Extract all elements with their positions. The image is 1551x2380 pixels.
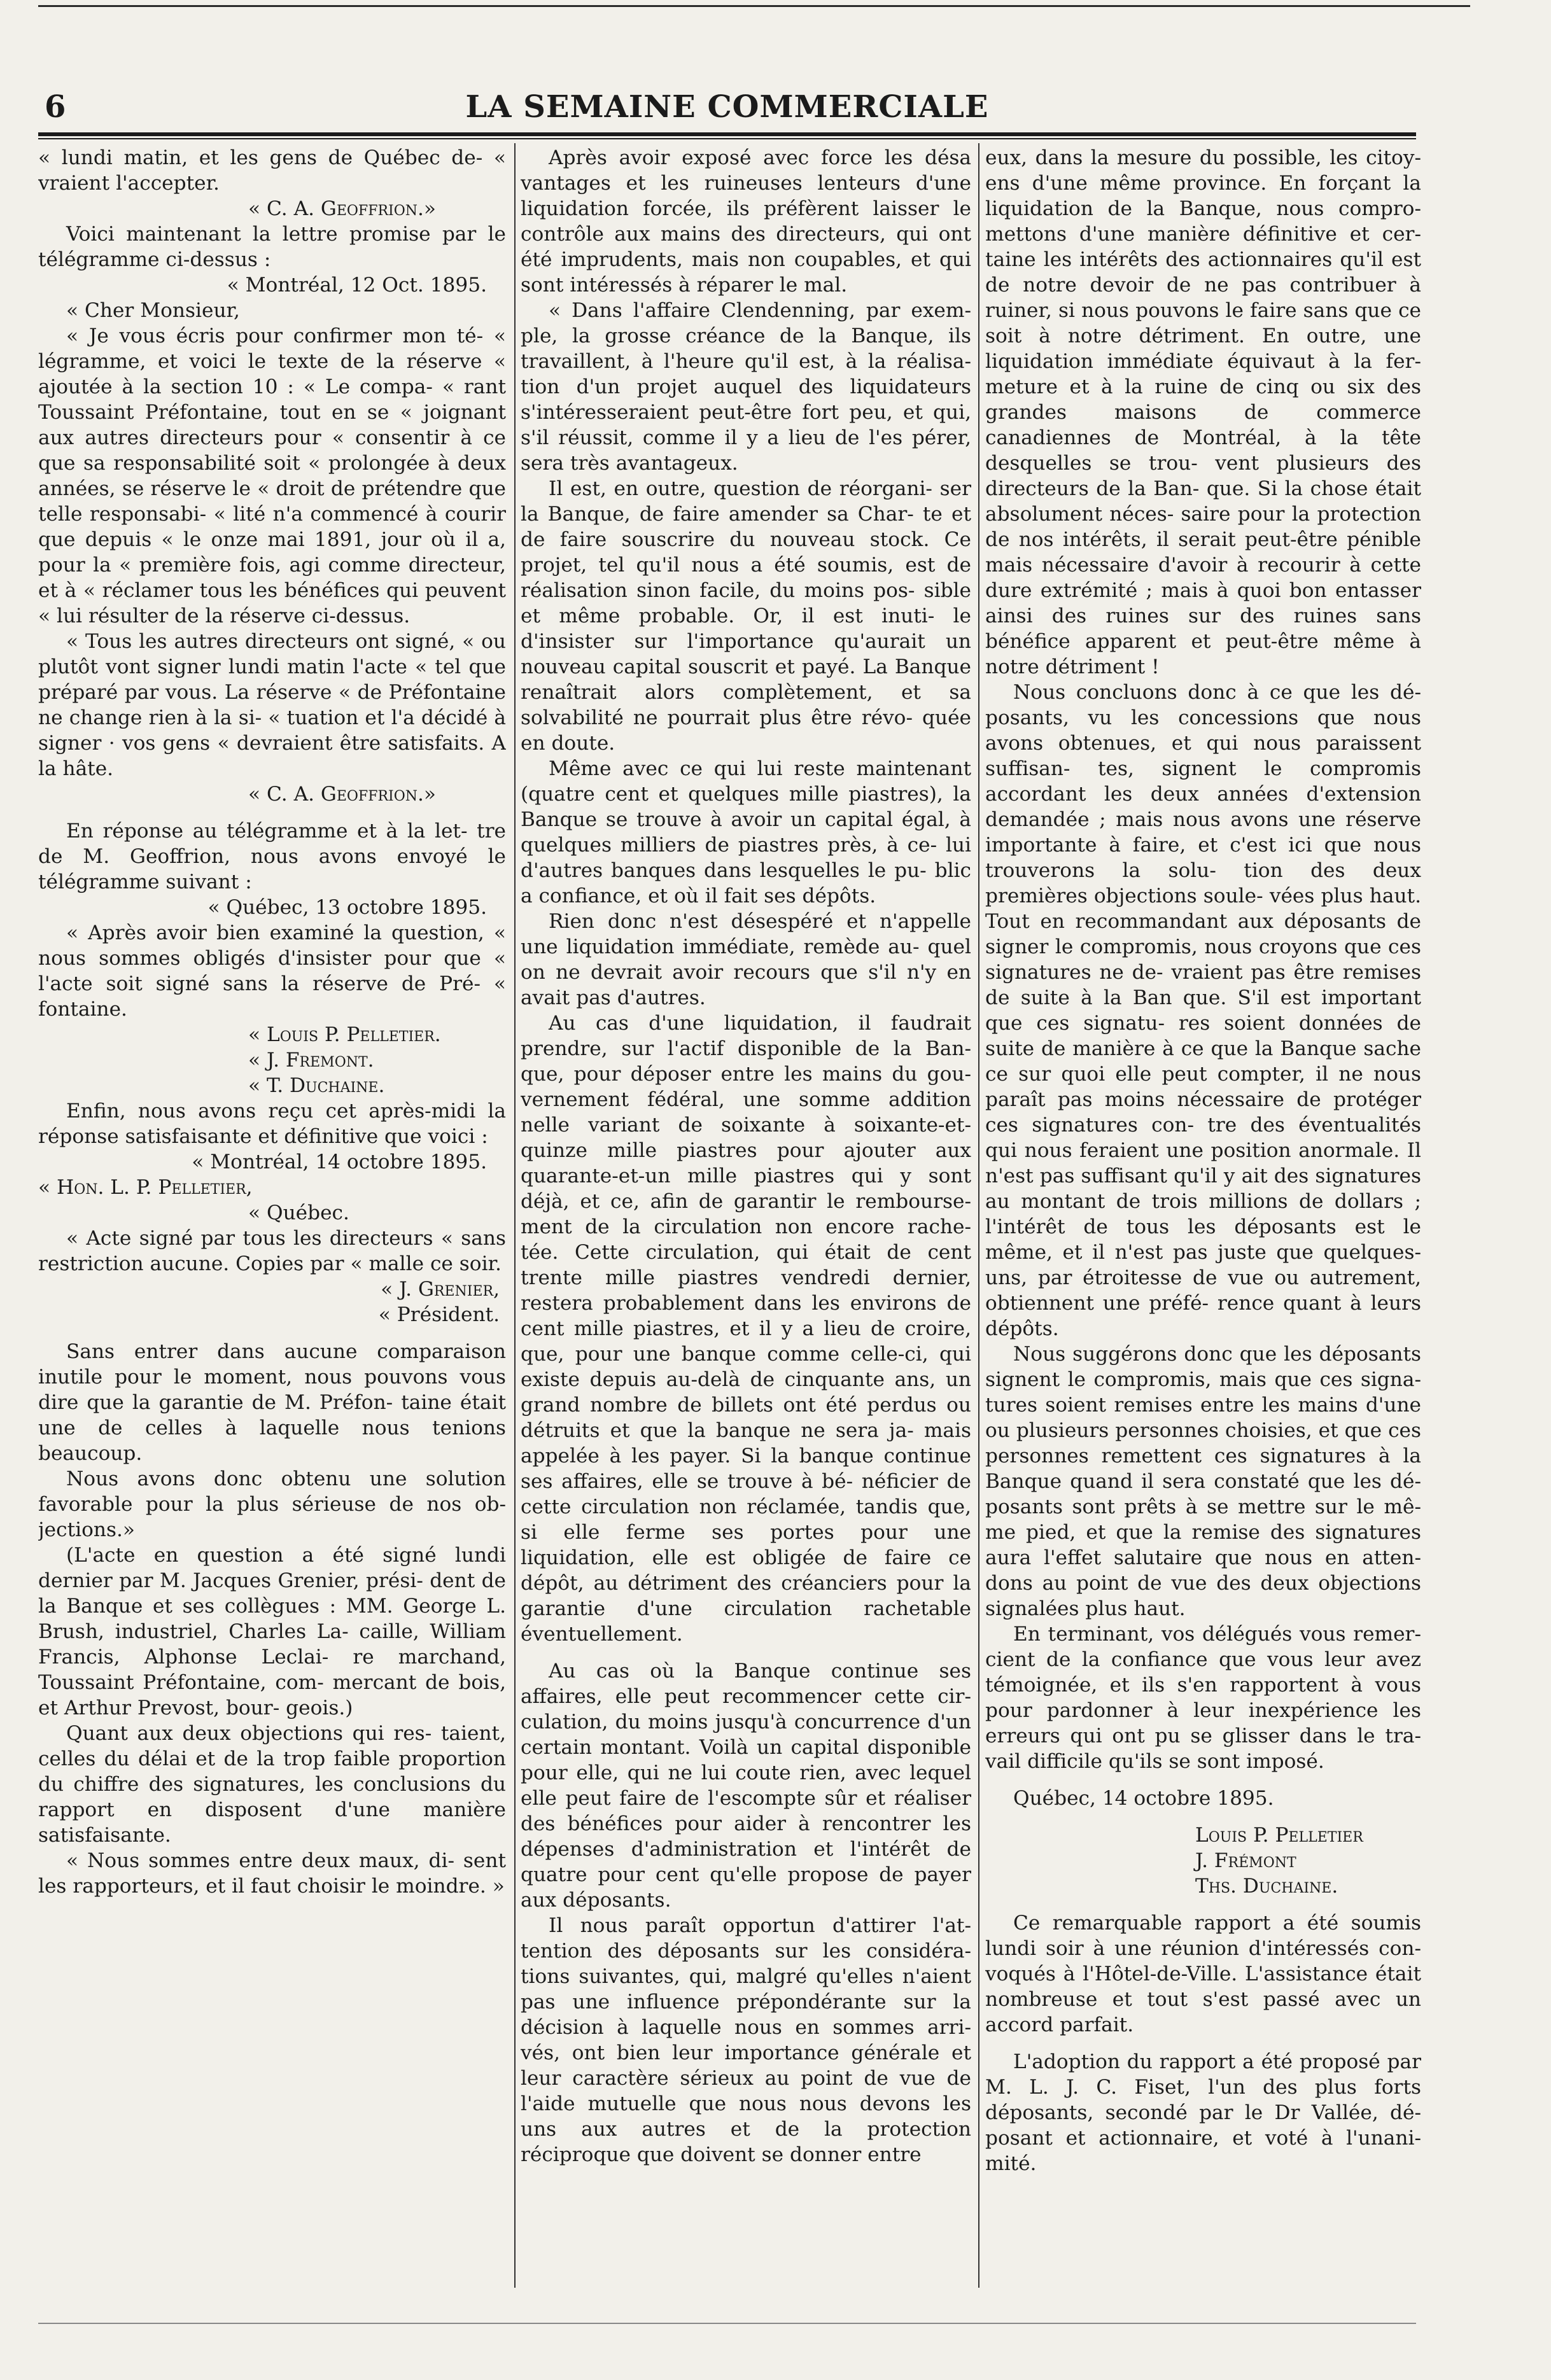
page-number: 6 (45, 89, 67, 125)
header-rule-thick (38, 132, 1416, 136)
addressee-city: « Québec. (248, 1201, 349, 1224)
column-divider-2 (978, 143, 979, 2288)
paragraph: En terminant, vos délégués vous remer- cient de la confiance que vous leur avez témoignée, et ils s'en rapportent à vous pour pardonner à leur inexpérience les erreurs qui ont pu se glisser dans le tra- vail difficile qu'ils se sont imposé. (985, 1623, 1421, 1773)
dateline: « Montréal, 14 octobre 1895. (192, 1151, 487, 1173)
paragraph: « Nous sommes entre deux maux, di- sent les rapporteurs, et il faut choisir le moindre. » (38, 1849, 506, 1898)
salutation: « Cher Monsieur, (66, 299, 240, 322)
paragraph: Il est, en outre, question de réorgani- ser la Banque, de faire amender sa Char- te et de faire souscrire du nouveau stock. Ce projet, tel qu'il nous a été soumis, est de réalisation sinon facile, du moins pos- sible et même probable. Or, il est inuti- le d'insister sur l'importance qu'aurait un nouveau capital souscrit et payé. La Banque renaîtrait alors complètement, et sa solvabilité ne pourrait plus être révo- quée en doute. (521, 477, 971, 755)
paragraph: Rien donc n'est désespéré et n'appelle une liquidation immédiate, remède au- quel on ne devrait avoir recours que s'il n'y en avait pas d'autres. (521, 910, 971, 1009)
paragraph: Même avec ce qui lui reste maintenant (quatre cent et quelques mille piastres), la Banque se trouve à avoir un capital égal, à quelques milliers de piastres près, à ce- lui d'autres banques dans lesquelles le pu- blic a confiance, et où il fait ses dépôts. (521, 757, 971, 907)
footer-rule (38, 2323, 1416, 2324)
page-header (38, 83, 1416, 134)
column-3 (985, 145, 1421, 2321)
signature: « J. Grenier, (381, 1278, 500, 1301)
paragraph: Au cas où la Banque continue ses affaires, elle peut recommencer cette cir- culation, du moins jusqu'à concurrence d'un certain montant. Voilà un capital disponible pour elle, qui ne lui coute rien, avec lequel elle peut faire de l'escompte sûr et réaliser des bénéfices pour aider à rencontrer les dépenses d'administration et l'intérêt de quatre pour cent qu'elle propose de payer aux déposants. (521, 1660, 971, 1912)
header-rule-thin (38, 138, 1416, 139)
paragraph: Nous concluons donc à ce que les dé- posants, vu les concessions que nous avons obtenues, et qui nous paraissent suffisan- tes, signent le compromis accordant les deux années d'extension demandée ; mais nous avons une réserve importante à faire, et c'est ici que nous trouverons la solu- tion des deux premières objections soule- vées plus haut. Tout en recommandant aux déposants de signer le compromis, nous croyons que ces signatures ne de- vraient pas être remises de suite à la Ban que. S'il est important que ces signatu- res soient données de suite de manière à ce que la Banque sache ce sur quoi elle peut compter, il ne nous paraît pas moins nécessaire de protéger ces signatures con- tre des éventualités qui nous feraient une position anormale. Il n'est pas suffisant qu'il y ait des signatures au montant de trois millions de dollars ; l'intérêt de tous les déposants est le même, et il n'est pas juste que quelques-uns, par étroitesse de vue ou autrement, obtiennent une préfé- rence quant à leurs dépôts. (985, 681, 1421, 1340)
paragraph: Après avoir exposé avec force les désa vantages et les ruineuses lenteurs d'une liquidation forcée, ils préfèrent laisser le contrôle aux mains des directeurs, qui ont été imprudents, mais non coupables, et qui sont intéressés à réparer le mal. (521, 146, 971, 297)
dateline: « Montréal, 12 Oct. 1895. (227, 274, 487, 297)
paragraph: En réponse au télégramme et à la let- tre de M. Geoffrion, nous avons envoyé le télégramme suivant : (38, 820, 506, 893)
signature: Louis P. Pelletier (1195, 1824, 1363, 1847)
paragraph: Au cas d'une liquidation, il faudrait prendre, sur l'actif disponible de la Ban- que, pour déposer entre les mains du gou- vernement fédéral, une somme addition nelle variant de soixante à soixante-et- quinze mille piastres pour ajouter aux quarante-et-un mille piastres qui y sont déjà, et ce, afin de garantir le rembourse- ment de la circulation non encore rache- tée. Cette circulation, qui était de cent trente mille piastres vendredi dernier, restera probablement dans les environs de cent mille piastres, et il y a lieu de croire, que, pour une banque comme celle-ci, qui existe depuis au-delà de cinquante ans, un grand nombre de billets ont été perdus ou détruits et que la banque ne sera ja- mais appelée à les payer. Si la banque continue ses affaires, elle se trouve à bé- néficier de cette circulation non réclamée, tandis que, si elle ferme ses portes pour une liquidation, elle est obligée de faire ce dépôt, au détriment des créanciers pour la garantie d'une circulation rachetable éventuellement. (521, 1012, 971, 1646)
paragraph: L'adoption du rapport a été proposé par M. L. J. C. Fiset, l'un des plus forts déposants, secondé par le Dr Vallée, dé- posant et actionnaire, et voté à l'unani- mité. (985, 2050, 1421, 2175)
column-2 (521, 145, 971, 2321)
paragraph: Nous avons donc obtenu une solution favorable pour la plus sérieuse de nos ob- jections.» (38, 1467, 506, 1541)
top-rule (38, 5, 1470, 7)
paragraph: « lundi matin, et les gens de Québec de- « vraient l'accepter. (38, 146, 506, 195)
paragraph: Nous suggérons donc que les déposants signent le compromis, mais que ces signa- tures soient remises entre les mains d'une ou plusieurs personnes choisies, et que ces personnes remettent ces signatures à la Banque quand il sera constaté que les dé- posants sont prêts à se mettre sur le mê- me pied, et que la remise des signatures aura l'effet salutaire que nous en atten- dons au point de vue des deux objections signalées plus haut. (985, 1343, 1421, 1620)
paragraph: Sans entrer dans aucune comparaison inutile pour le moment, nous pouvons vous dire que la garantie de M. Préfon- taine était une de celles à laquelle nous tenions beaucoup. (38, 1340, 506, 1465)
paragraph: Enfin, nous avons reçu cet après-midi la réponse satisfaisante et définitive que voici : (38, 1100, 506, 1148)
paragraph: Ce remarquable rapport a été soumis lundi soir à une réunion d'intéressés con- voqués à l'Hôtel-de-Ville. L'assistance était nombreuse et tout s'est passé avec un accord parfait. (985, 1912, 1421, 2036)
column-divider-1 (514, 143, 516, 2288)
paragraph: Il nous paraît opportun d'attirer l'at- tention des déposants sur les considéra- tions suivantes, qui, malgré qu'elles n'aient pas une influence prépondérante sur la décision à laquelle nous en sommes arri- vés, ont bien leur importance générale et leur caractère sérieux au point de vue de l'aide mutuelle que nous nous devons les uns aux autres et de la protection réciproque que doivent se donner entre (521, 1914, 971, 2166)
signature: « T. Duchaine. (248, 1074, 385, 1097)
signature: « C. A. Geoffrion.» (248, 197, 436, 220)
signature: J. Frémont (1195, 1849, 1296, 1872)
paragraph: « Dans l'affaire Clendenning, par exem- ple, la grosse créance de la Banque, ils travaillent, à l'heure qu'il est, à la réalisa- tion d'un projet auquel des liquidateurs s'intéresseraient peut-être fort peu, et qui, s'il réussit, comme il y a lieu de l'es pérer, sera très avantageux. (521, 299, 971, 475)
publication-title: LA SEMAINE COMMERCIALE (465, 89, 989, 125)
paragraph: « Acte signé par tous les directeurs « sans restriction aucune. Copies par « malle ce soir. (38, 1227, 506, 1275)
paragraph: (L'acte en question a été signé lundi dernier par M. Jacques Grenier, prési- dent de la Banque et ses collègues : MM. George L. Brush, industriel, Charles La- caille, William Francis, Alphonse Leclai- re marchand, Toussaint Préfontaine, com- mercant de bois, et Arthur Prevost, bour- geois.) (38, 1544, 506, 1719)
dateline: « Québec, 13 octobre 1895. (207, 896, 487, 919)
addressee: « Hon. L. P. Pelletier, (38, 1176, 253, 1199)
paragraph: eux, dans la mesure du possible, les citoy- ens d'une même province. En forçant la liquidation de la Banque, nous compro- mettons d'une manière définitive et cer- taine les intérêts des actionnaires qu'il est de notre devoir de ne pas contribuer à ruiner, si nous pouvons le faire sans que ce soit à notre détriment. En outre, une liquidation immédiate équivaut à la fer- meture et à la ruine de cinq ou six des grandes maisons de commerce canadiennes de Montréal, à la tête desquelles se trou- vent plusieurs des directeurs de la Ban- que. Si la chose était absolument néces- saire pour la protection de nos intérêts, il serait peut-être pénible mais nécessaire d'avoir à recourir à cette dure extrémité ; mais à quoi bon entasser ainsi des ruines sur des ruines sans bénéfice apparent et peut-être même à notre détriment ! (985, 146, 1421, 678)
signature-title: « Président. (378, 1303, 500, 1326)
signature: « Louis P. Pelletier. (248, 1023, 441, 1046)
paragraph: Voici maintenant la lettre promise par le télégramme ci-dessus : (38, 223, 506, 271)
paragraph: « Je vous écris pour confirmer mon té- « légramme, et voici le texte de la réserve « ajoutée à la section 10 : « Le compa- « rant Toussaint Préfontaine, tout en se « joignant aux autres directeurs pour « consentir à ce que sa responsabilité soit « prolongée à deux années, se réserve le « droit de prétendre que telle responsabi- « lité n'a commencé à courir que depuis « le onze mai 1891, jour où il a, pour la « première fois, agi comme directeur, et à « réclamer tous les bénéfices qui peuvent « lui résulter de la réserve ci-dessus. (38, 325, 506, 627)
signature: Ths. Duchaine. (1195, 1875, 1338, 1898)
paragraph: Quant aux deux objections qui res- taient, celles du délai et de la trop faible proportion du chiffre des signatures, les conclusions du rapport en disposent d'une manière satisfaisante. (38, 1722, 506, 1847)
column-1 (38, 145, 506, 2321)
signature: « C. A. Geoffrion.» (248, 783, 436, 806)
paragraph: « Tous les autres directeurs ont signé, « ou plutôt vont signer lundi matin l'acte « tel que préparé par vous. La réserve « de Préfontaine ne change rien à la si- « tuation et l'a décidé à signer · vos gens « devraient être satisfaits. A la hâte. (38, 630, 506, 780)
signature: « J. Fremont. (248, 1049, 374, 1072)
paragraph: « Après avoir bien examiné la question, « nous sommes obligés d'insister pour que « l'acte soit signé sans la réserve de Pré- « fontaine. (38, 921, 506, 1021)
dateline: Québec, 14 octobre 1895. (1013, 1787, 1274, 1810)
